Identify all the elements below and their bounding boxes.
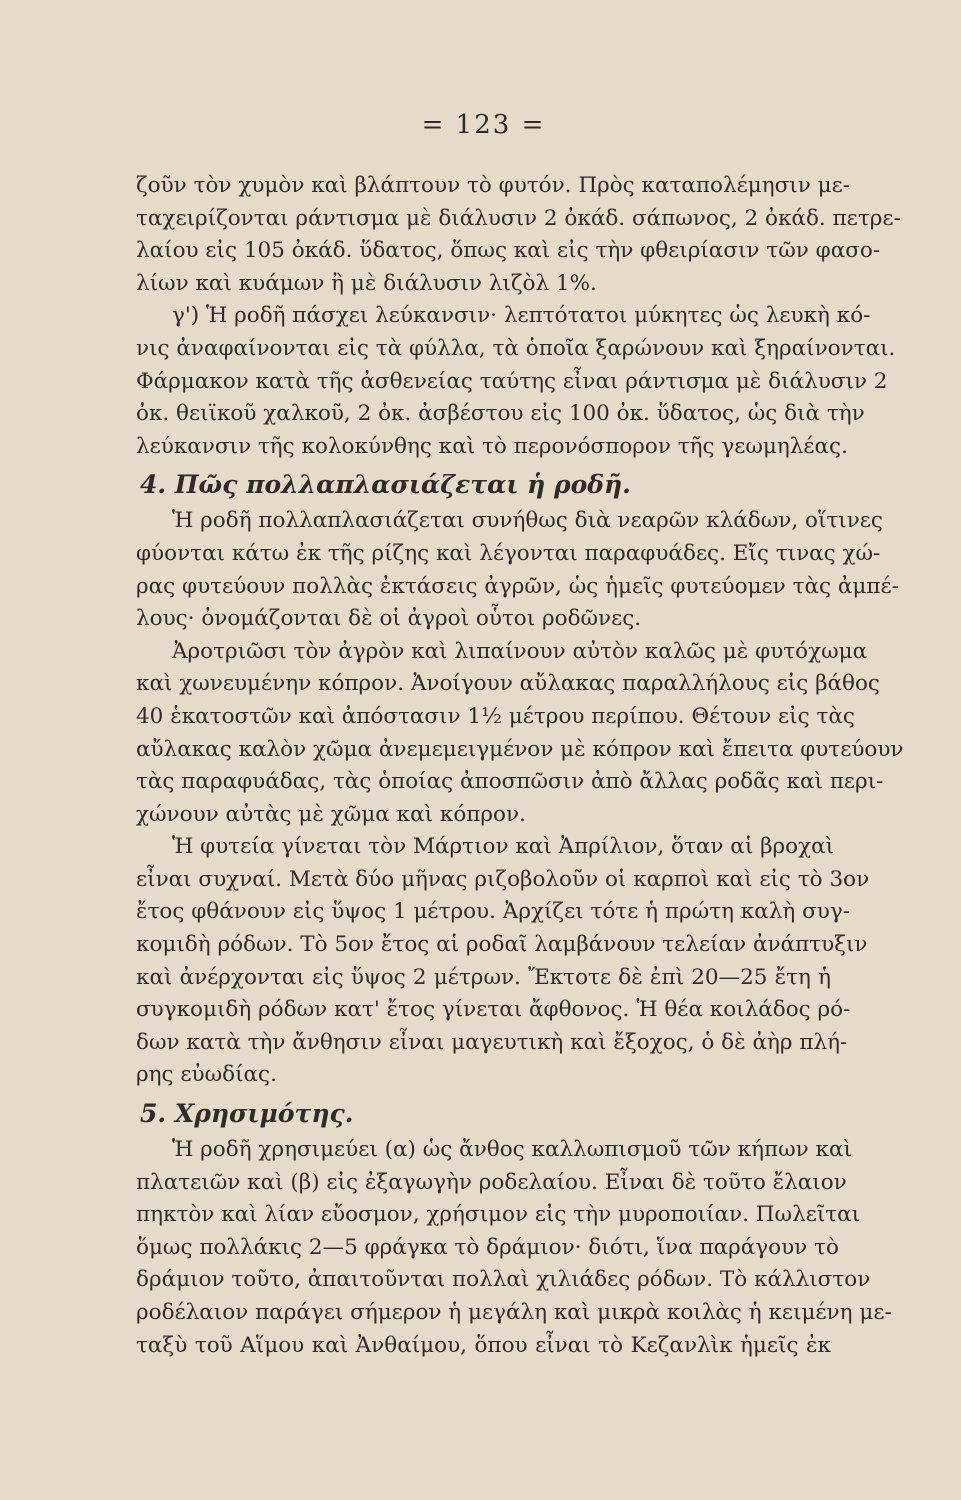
text-line: ταξὺ τοῦ Αἵμου καὶ Ἀνθαίμου, ὅπου εἶναι τὸ Κεζανλὶκ ἡμεῖς ἐκ: [136, 1332, 831, 1358]
text-line: αὔλακας καλὸν χῶμα ἀνεμεμειγμένον μὲ κόπρον καὶ ἔπειτα φυτεύουν: [136, 736, 904, 762]
page-number: = 123 =: [421, 110, 546, 140]
text-line: κομιδὴ ρόδων. Τὸ 5ον ἔτος αἱ ροδαῖ λαμβάνουν τελείαν ἀνάπτυξιν: [136, 932, 868, 958]
text-line: πηκτὸν καὶ λίαν εὔοσμον, χρήσιμον εἰς τὴν μυροποιίαν. Πωλεῖται: [136, 1202, 861, 1228]
text-line: δράμιον τοῦτο, ἀπαιτοῦνται πολλαὶ χιλιάδες ρόδων. Τὸ κάλλιστον: [136, 1267, 871, 1293]
body-text: [136, 170, 904, 1362]
text-line: χώνουν αὐτὰς μὲ χῶμα καὶ κόπρον.: [136, 801, 526, 827]
text-line: γ') Ἡ ροδῆ πάσχει λεύκανσιν· λεπτότατοι μύκητες ὡς λευκὴ κό-: [172, 303, 871, 329]
text-line: ζοῦν τὸν χυμὸν καὶ βλάπτουν τὸ φυτόν. Πρὸς καταπολέμησιν με-: [136, 173, 851, 198]
text-line: λαίου εἰς 105 ὀκάδ. ὕδατος, ὅπως καὶ εἰς τὴν φθειρίασιν τῶν φασο-: [136, 238, 881, 264]
text-line: ὅμως πολλάκις 2—5 φράγκα τὸ δράμιον· διότι, ἵνα παράγουν τὸ: [136, 1234, 839, 1260]
text-line: ταχειρίζονται ράντισμα μὲ διάλυσιν 2 ὀκάδ. σάπωνος, 2 ὀκάδ. πετρε-: [136, 205, 901, 231]
text-line: νις ἀναφαίνονται εἰς τὰ φύλλα, τὰ ὁποῖα ξαρώνουν καὶ ξηραίνονται.: [136, 335, 896, 361]
section-heading-4: 4. Πῶς πολλαπλασιάζεται ἡ ροδῆ.: [140, 470, 631, 500]
text-line: ρης εὐωδίας.: [136, 1062, 277, 1088]
text-line: δων κατὰ τὴν ἄνθησιν εἶναι μαγευτικὴ καὶ ἔξοχος, ὁ δὲ ἀὴρ πλή-: [136, 1029, 848, 1055]
text-line: συγκομιδὴ ρόδων κατ' ἔτος γίνεται ἄφθονος. Ἡ θέα κοιλάδος ρό-: [136, 997, 851, 1023]
text-line: λους· ὀνομάζονται δὲ οἱ ἀγροὶ οὗτοι ροδῶνες.: [136, 606, 642, 632]
text-line: Φάρμακον κατὰ τῆς ἀσθενείας ταύτης εἶναι ράντισμα μὲ διάλυσιν 2: [136, 368, 888, 394]
text-line: εἶναι συχναί. Μετὰ δύο μῆνας ριζοβολοῦν οἱ καρποὶ καὶ εἰς τὸ 3ον: [136, 866, 870, 892]
section-heading-5: 5. Χρησιμότης.: [140, 1099, 354, 1129]
text-line: 40 ἑκατοστῶν καὶ ἀπόστασιν 1½ μέτρου περίπου. Θέτουν εἰς τὰς: [136, 703, 855, 729]
text-line: ροδέλαιον παράγει σήμερον ἡ μεγάλη καὶ μικρὰ κοιλὰς ἡ κειμένη με-: [136, 1300, 892, 1325]
text-line: ὀκ. θειϊκοῦ χαλκοῦ, 2 ὀκ. ἀσβέστου εἰς 100 ὀκ. ὕδατος, ὡς διὰ τὴν: [136, 401, 865, 427]
text-line: Ἡ ροδῆ πολλαπλασιάζεται συνήθως διὰ νεαρῶν κλάδων, οἵτινες: [172, 508, 883, 534]
text-line: ἔτος φθάνουν εἰς ὕψος 1 μέτρου. Ἀρχίζει τότε ἡ πρώτη καλὴ συγ-: [136, 899, 850, 925]
text-line: καὶ χωνευμένην κόπρον. Ἀνοίγουν αὔλακας παραλλήλους εἰς βάθος: [136, 671, 880, 697]
text-line: καὶ ἀνέρχονται εἰς ὕψος 2 μέτρων. Ἔκτοτε δὲ ἐπὶ 20—25 ἔτη ἡ: [136, 964, 831, 990]
text-line: λίων καὶ κυάμων ἢ μὲ διάλυσιν λιζὸλ 1%.: [136, 270, 597, 296]
text-line: Ἡ φυτεία γίνεται τὸν Μάρτιον καὶ Ἀπρίλιον, ὅταν αἱ βροχαὶ: [172, 834, 835, 860]
text-line: ρας φυτεύουν πολλὰς ἐκτάσεις ἀγρῶν, ὡς ἡμεῖς φυτεύομεν τὰς ἀμπέ-: [136, 573, 899, 599]
text-line: πλατειῶν καὶ (β) εἰς ἐξαγωγὴν ροδελαίου. Εἶναι δὲ τοῦτο ἔλαιον: [136, 1169, 847, 1195]
text-line: φύονται κάτω ἐκ τῆς ρίζης καὶ λέγονται παραφυάδες. Εἴς τινας χώ-: [136, 540, 881, 566]
text-line: Ἡ ροδῆ χρησιμεύει (α) ὡς ἄνθος καλλωπισμοῦ τῶν κήπων καὶ: [172, 1137, 852, 1163]
text-line: λεύκανσιν τῆς κολοκύνθης καὶ τὸ περονόσπορον τῆς γεωμηλέας.: [136, 433, 848, 459]
text-line: Ἀροτριῶσι τὸν ἀγρὸν καὶ λιπαίνουν αὐτὸν καλῶς μὲ φυτόχωμα: [172, 638, 868, 664]
text-line: τὰς παραφυάδας, τὰς ὁποίας ἀποσπῶσιν ἀπὸ ἄλλας ροδᾶς καὶ περι-: [136, 769, 884, 795]
